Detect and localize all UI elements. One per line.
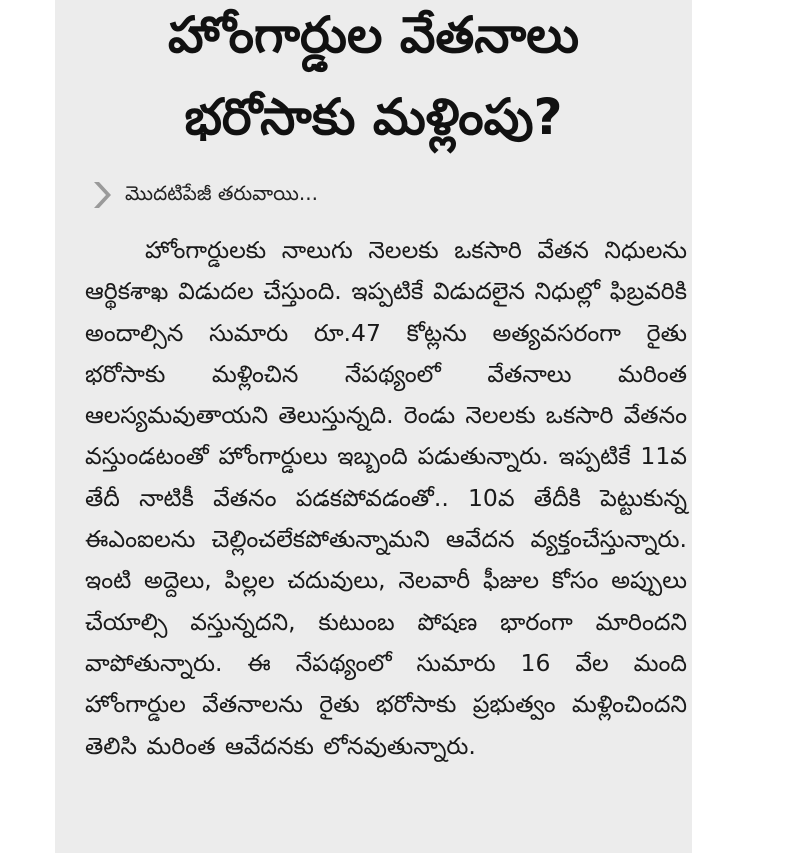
headline-line-2: భరోసాకు మళ్లింపు?: [184, 88, 563, 146]
continued-from-line: [91, 178, 318, 212]
continued-from-text: మొదటిపేజీ తరువాయి...: [125, 180, 318, 205]
headline-line-1: హోంగార్డుల వేతనాలు: [167, 6, 579, 64]
chevron-right-icon: [91, 180, 113, 210]
article-body: హోంగార్డులకు నాలుగు నెలలకు ఒకసారి వేతన నిధులను ఆర్థికశాఖ విడుదల చేస్తుంది. ఇప్పటికే విడుదలైన నిధుల్లో ఫిబ్రవరికి అందాల్సిన సుమారు రూ.47 కోట్లను అత్యవసరంగా రైతు భరోసాకు మళ్లించిన నేపథ్యంలో వేతనాలు మరింత ఆలస్యమవుతాయని తెలుస్తున్నది. రెండు నెలలకు ఒకసారి వేతనం వస్తుండటంతో హోంగార్డులు ఇబ్బంది పడుతున్నారు. ఇప్పటికే 11వ తేదీ నాటికీ వేతనం పడకపోవడంతో.. 10వ తేదీకి పెట్టుకున్న ఈఎంఐలను చెల్లించలేకపోతున్నామని ఆవేదన వ్యక్తంచేస్తున్నారు. ఇంటి అద్దెలు, పిల్లల చదువులు, నెలవారీ ఫీజుల కోసం అప్పులు చేయాల్సి వస్తున్నదని, కుటుంబ పోషణ భారంగా మారిందని వాపోతున్నారు. ఈ నేపథ్యంలో సుమారు 16 వేల మంది హోంగార్డుల వేతనాలను రైతు భరోసాకు ప్రభుత్వం మళ్లించిందని తెలిసి మరింత ఆవేదనకు లోనవుతున్నారు.: [85, 236, 687, 760]
newspaper-clipping: [55, 0, 692, 853]
